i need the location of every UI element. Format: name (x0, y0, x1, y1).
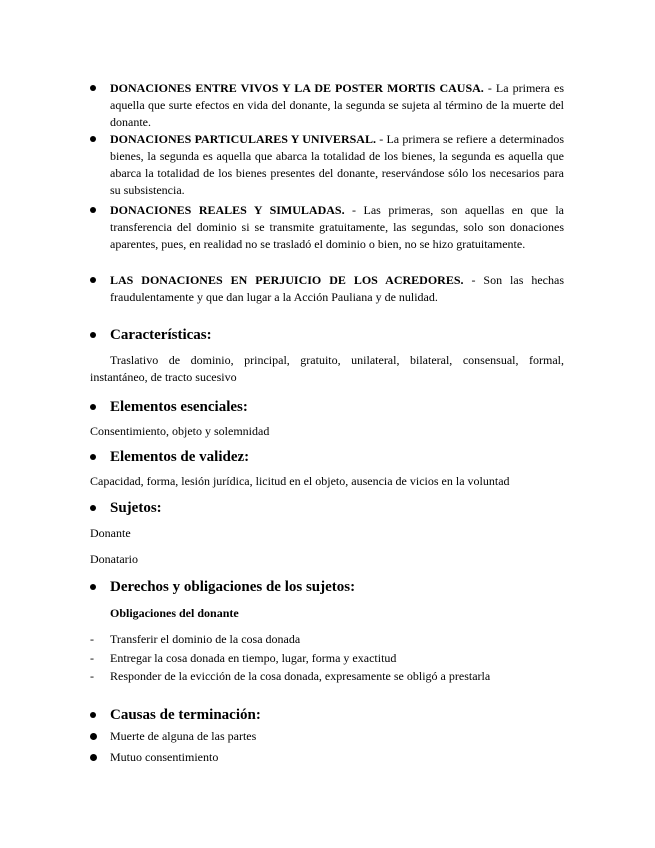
section-heading-terminacion: Causas de terminación: (90, 705, 564, 725)
sujeto-donante: Donante (90, 526, 131, 540)
caracteristicas-text: Traslativo de dominio, principal, gratuito, unilateral, bilateral, consensual, formal, instantáneo, de tracto sucesivo (90, 353, 564, 384)
elementos-validez-text: Capacidad, forma, lesión jurídica, licitud en el objeto, ausencia de vicios en la voluntad (90, 474, 510, 488)
bullet-icon (90, 136, 96, 142)
bullet-icon (90, 332, 96, 338)
bullet-icon (90, 754, 97, 761)
dash-marker: - (90, 632, 94, 646)
dash-marker: - (90, 669, 94, 683)
list-item (90, 272, 564, 306)
list-item: Muerte de alguna de las partes (90, 728, 564, 745)
list-item-title: DONACIONES PARTICULARES Y UNIVERSAL. (110, 132, 376, 146)
list-item: - Entregar la cosa donada en tiempo, lugar, forma y exactitud (90, 651, 397, 665)
section-heading-sujetos: Sujetos: (90, 498, 564, 518)
list-item-title: DONACIONES REALES Y SIMULADAS. (110, 203, 345, 217)
list-item-text: - Son las hechas fraudulentamente y que dan lugar a la Acción Pauliana y de nulidad. (110, 273, 564, 304)
dash-marker: - (90, 651, 94, 665)
obligaciones-donante-subheading: Obligaciones del donante (110, 606, 239, 620)
list-item (90, 131, 564, 199)
section-heading-derechos: Derechos y obligaciones de los sujetos: (90, 577, 564, 597)
list-item-title: DONACIONES ENTRE VIVOS Y LA DE POSTER MORTIS CAUSA. (110, 81, 484, 95)
bullet-icon (90, 733, 97, 740)
list-item (90, 202, 564, 253)
list-item-text: - La primera es aquella que surte efectos en vida del donante, la segunda se sujeta al término de la muerte del donante. (110, 81, 565, 129)
bullet-icon (90, 207, 96, 213)
section-heading-elementos-validez: Elementos de validez: (90, 447, 564, 467)
list-item-title: LAS DONACIONES EN PERJUICIO DE LOS ACREDORES. (110, 273, 464, 287)
list-item (90, 80, 564, 131)
bullet-icon (90, 712, 96, 718)
bullet-icon (90, 505, 96, 511)
list-item: - Transferir el dominio de la cosa donada (90, 632, 301, 646)
list-item: Mutuo consentimiento (90, 749, 564, 766)
section-heading-elementos-esenciales: Elementos esenciales: (90, 397, 564, 417)
sujeto-donatario: Donatario (90, 552, 138, 566)
bullet-icon (90, 404, 96, 410)
list-item-text: - La primera se refiere a determinados bienes, la segunda es aquella que abarca la totalidad de los bienes, la segunda es aquella que abarca la totalidad de los bienes presentes del donante, reservándose sólo los necesarios para su subsistencia. (110, 132, 565, 197)
bullet-icon (90, 85, 96, 91)
list-item-text: - Las primeras, son aquellas en que la transferencia del dominio si se transmite gratuitamente, las segundas, solo son donaciones aparentes, pues, en realidad no se trasladó el dominio o bien, no se hizo gratuitamente. (110, 203, 564, 251)
bullet-icon (90, 584, 96, 590)
bullet-icon (90, 277, 96, 283)
bullet-icon (90, 454, 96, 460)
section-heading-caracteristicas: Características: (90, 325, 564, 345)
list-item: - Responder de la evicción de la cosa donada, expresamente se obligó a prestarla (90, 669, 491, 683)
elementos-esenciales-text: Consentimiento, objeto y solemnidad (90, 424, 270, 438)
